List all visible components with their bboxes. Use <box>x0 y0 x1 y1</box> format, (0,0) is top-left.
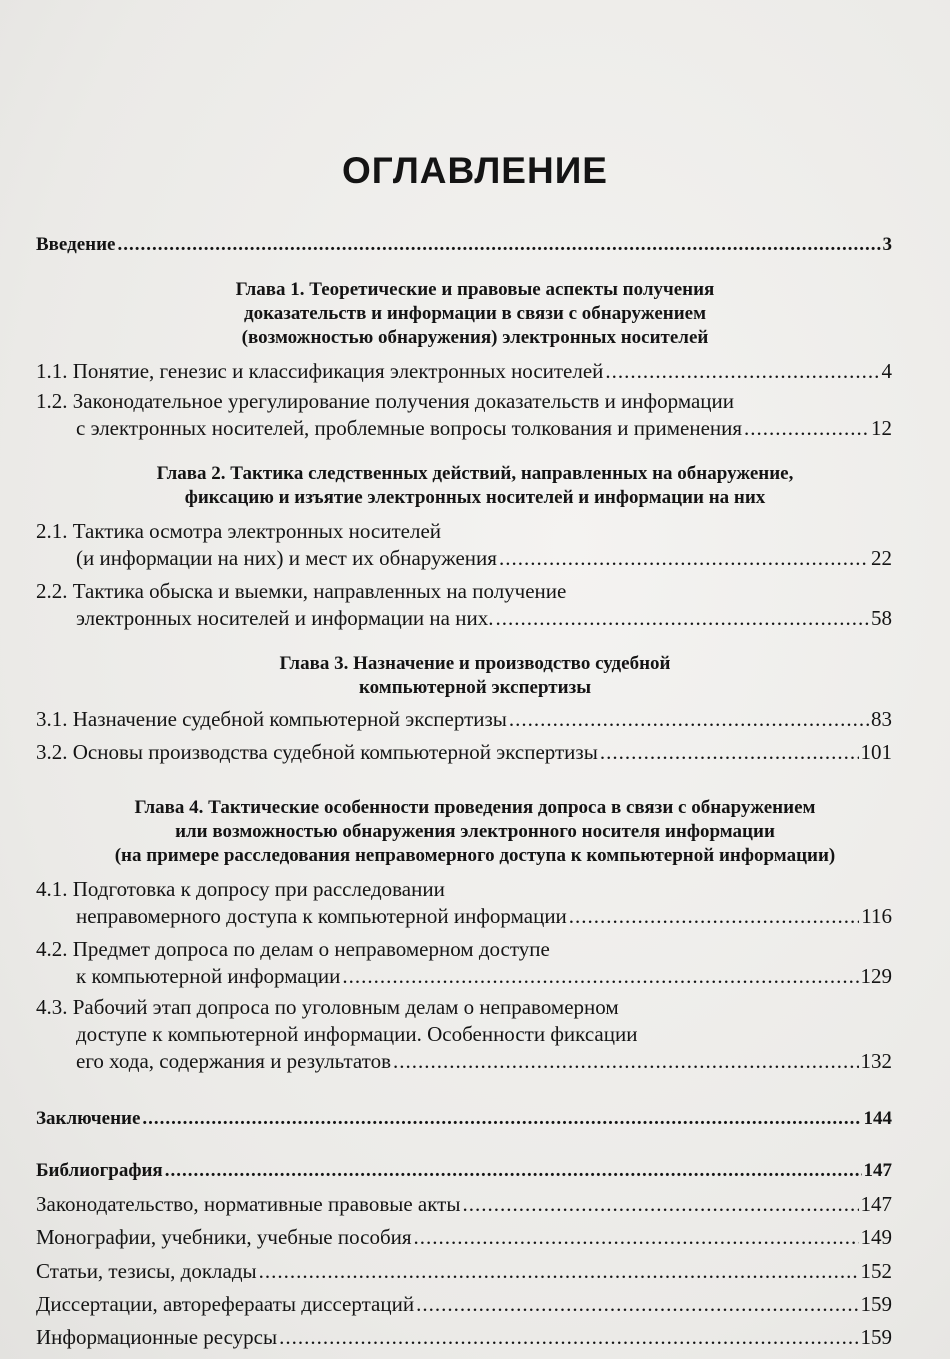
toc-leader <box>416 1289 858 1319</box>
toc-label: 1.1. Понятие, генезис и классификация электронных носителей <box>36 359 604 383</box>
toc-label: Введение <box>36 234 116 255</box>
toc-page-number: 132 <box>860 1049 892 1073</box>
toc-page-number: 101 <box>860 740 892 764</box>
toc-page-number: 22 <box>871 546 892 570</box>
toc-leader <box>414 1222 859 1252</box>
toc-page-number: 12 <box>871 416 892 440</box>
toc-leader <box>165 1156 862 1186</box>
toc-label: Законодательство, нормативные правовые акты <box>36 1192 461 1216</box>
toc-entry-bib-resources <box>36 1322 892 1352</box>
toc-leader <box>744 415 869 442</box>
toc-entry-1-1 <box>36 356 892 386</box>
chapter-3-heading: Глава 3. Назначение и производство судебной компьютерной экспертизы <box>279 653 671 698</box>
chapter-1-heading: Глава 1. Теоретические и правовые аспекты получения доказательств и информации в связи с обнаружением (возможностью обнаружения) электронных носителей <box>235 279 715 348</box>
toc-entry-bib-dissertations <box>36 1289 892 1319</box>
toc-label: Диссертации, автореферааты диссертаций <box>36 1292 415 1316</box>
toc-label: 2.1. Тактика осмотра электронных носителей <box>36 519 442 543</box>
chapter-4-heading: Глава 4. Тактические особенности проведения допроса в связи с обнаружением или возможностью обнаружения электронного носителя информации (на примере расследования неправомерного доступа к компьютерной информации) <box>114 797 836 866</box>
toc-leader <box>499 545 869 572</box>
toc-page-number: 147 <box>860 1192 892 1216</box>
bleed-through-text <box>20 8 930 38</box>
toc-page-number: 149 <box>860 1225 892 1249</box>
toc-entry-4-1 <box>36 876 892 930</box>
toc-entry-4-2 <box>36 936 892 990</box>
toc-label: 2.2. Тактика обыска и выемки, направленных на получение <box>36 579 567 603</box>
toc-page-number: 3 <box>882 234 892 255</box>
toc-leader <box>569 903 859 930</box>
toc-label: (и информации на них) и мест их обнаружения <box>76 546 497 570</box>
toc-leader <box>600 737 859 767</box>
toc-entry-2-2 <box>36 578 892 632</box>
toc-label: Библиография <box>36 1160 163 1181</box>
toc-label: Информационные ресурсы <box>36 1325 278 1349</box>
toc-label: 1.2. Законодательное урегулирование получения доказательств и информации <box>36 389 735 413</box>
toc-entry-bibliography <box>36 1156 892 1186</box>
toc-label: Заключение <box>36 1108 141 1129</box>
toc-page-number: 144 <box>863 1108 892 1129</box>
toc-leader <box>118 230 881 260</box>
toc-entry-intro <box>36 230 892 260</box>
toc-page-number: 159 <box>860 1292 892 1316</box>
toc-entry-bib-monographs <box>36 1222 892 1252</box>
toc-page-number: 129 <box>860 964 892 988</box>
chapter-2-heading: Глава 2. Тактика следственных действий, направленных на обнаружение, фиксацию и изъятие электронных носителей и информации на них <box>156 463 794 508</box>
toc-label: Монографии, учебники, учебные пособия <box>36 1225 412 1249</box>
toc-page-number: 152 <box>860 1259 892 1283</box>
toc-page-number: 83 <box>871 707 892 731</box>
toc-entry-3-2 <box>36 737 892 767</box>
toc-entry-conclusion <box>36 1104 892 1134</box>
toc-page-number: 4 <box>881 359 892 383</box>
page-title: ОГЛАВЛЕНИЕ <box>342 150 608 191</box>
toc-page-number: 116 <box>861 904 892 928</box>
toc-page-number: 58 <box>871 606 892 630</box>
toc-leader <box>462 1189 858 1219</box>
toc-leader <box>393 1048 859 1075</box>
toc-label: 4.3. Рабочий этап допроса по уголовным делам о неправомерном <box>36 995 619 1019</box>
toc-label: 3.1. Назначение судебной компьютерной экспертизы <box>36 707 507 731</box>
toc-entry-bib-articles <box>36 1256 892 1286</box>
toc-label: доступе к компьютерной информации. Особенности фиксации <box>76 1022 638 1046</box>
toc-label: Статьи, тезисы, доклады <box>36 1259 257 1283</box>
toc-leader <box>142 1104 861 1134</box>
toc-label: 4.1. Подготовка к допросу при расследовании <box>36 877 445 901</box>
toc-entry-4-3 <box>36 994 892 1075</box>
toc-leader <box>495 605 869 632</box>
toc-entry-3-1 <box>36 704 892 734</box>
toc-entry-2-1 <box>36 518 892 572</box>
toc-label: электронных носителей и информации на них. <box>76 606 494 630</box>
toc-entry-1-2 <box>36 388 892 442</box>
toc-label: 4.2. Предмет допроса по делам о неправомерном доступе <box>36 937 550 961</box>
toc-leader <box>605 356 879 386</box>
toc-label: с электронных носителей, проблемные вопросы толкования и применения <box>76 416 743 440</box>
toc-leader <box>279 1322 858 1352</box>
toc-label: его хода, содержания и результатов <box>76 1049 391 1073</box>
toc-leader <box>509 704 869 734</box>
toc-page-number: 159 <box>860 1325 892 1349</box>
toc-label: к компьютерной информации <box>76 964 341 988</box>
toc-leader <box>259 1256 859 1286</box>
toc-entry-bib-legislation <box>36 1189 892 1219</box>
toc-label: 3.2. Основы производства судебной компьютерной экспертизы <box>36 740 598 764</box>
toc-leader <box>342 963 858 990</box>
toc-label: неправомерного доступа к компьютерной информации <box>76 904 567 928</box>
toc-page-number: 147 <box>863 1160 892 1181</box>
